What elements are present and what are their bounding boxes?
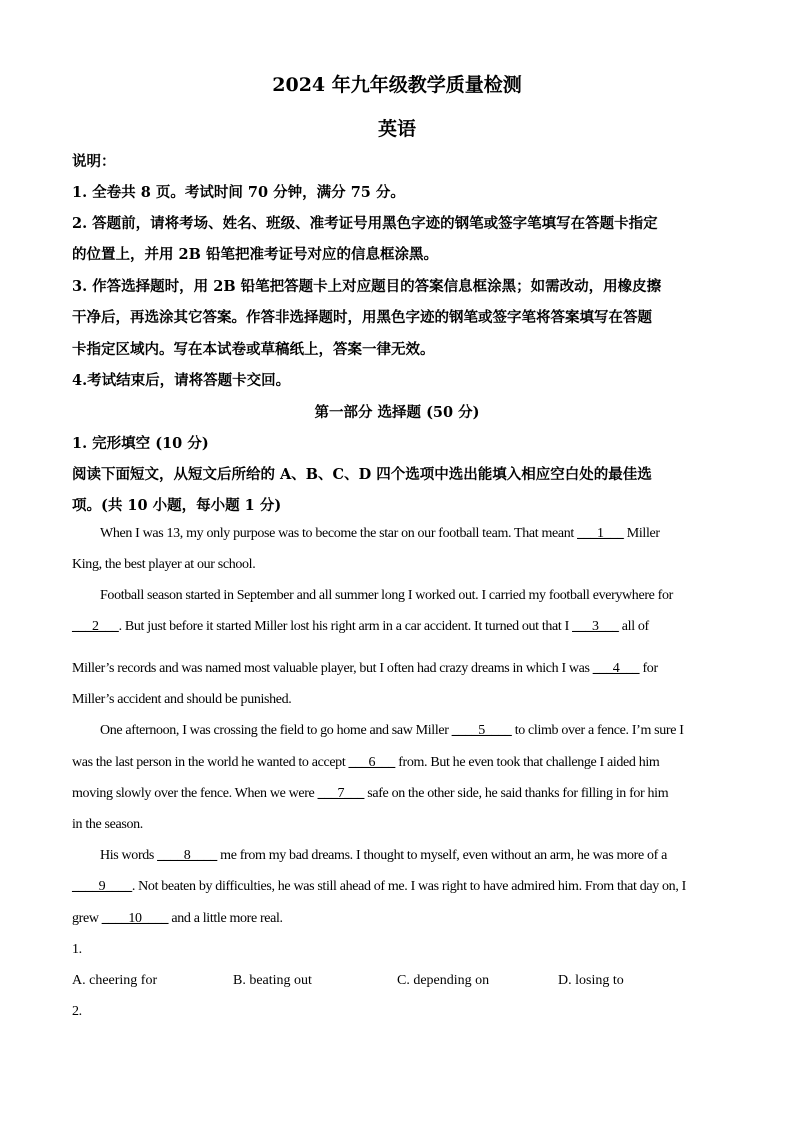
instruction-2b: 的位置上，并用 2B 铅笔把准考证号对应的信息框涂黑。 bbox=[72, 246, 438, 263]
passage-line: Miller’s accident and should be punished. bbox=[72, 692, 292, 707]
passage-line: One afternoon, I was crossing the field to go home and saw Miller ____5____ to climb over a fence. I’m sure I bbox=[100, 723, 684, 738]
instruction-3a: 3. 作答选择题时，用 2B 铅笔把答题卡上对应题目的答案信息框涂黑；如需改动，用橡皮擦 bbox=[72, 278, 662, 295]
directions-line-2: 项。(共 10 小题，每小题 1 分) bbox=[72, 497, 282, 514]
passage-line: Football season started in September and all summer long I worked out. I carried my football everywhere for bbox=[100, 588, 673, 603]
instruction-2a: 2. 答题前，请将考场、姓名、班级、准考证号用黑色字迹的钢笔或签字笔填写在答题卡指定 bbox=[72, 215, 658, 232]
blank-9: ____9____ bbox=[72, 879, 132, 894]
passage-line: in the season. bbox=[72, 817, 143, 832]
instruction-3b: 干净后，再选涂其它答案。作答非选择题时，用黑色字迹的钢笔或签字笔将答案填写在答题 bbox=[72, 309, 652, 326]
option-b[interactable]: B. beating out bbox=[233, 973, 312, 988]
instruction-4: 4.考试结束后，请将答题卡交回。 bbox=[72, 372, 291, 389]
question-number: 2. bbox=[72, 1004, 82, 1019]
question-number: 1. bbox=[72, 942, 82, 957]
blank-4: ___4___ bbox=[592, 661, 640, 676]
subject-title: 英语 bbox=[377, 118, 416, 140]
blank-1: ___1___ bbox=[577, 526, 624, 541]
question-section-title: 1. 完形填空 (10 分) bbox=[72, 435, 209, 452]
blank-10: ____10____ bbox=[101, 911, 169, 926]
option-a[interactable]: A. cheering for bbox=[72, 973, 158, 988]
passage-line: Miller’s records and was named most valuable player, but I often had crazy dreams in which I was ___4___ for bbox=[72, 661, 658, 676]
passage-line: was the last person in the world he wanted to accept ___6___ from. But he even took that challenge I aided him bbox=[72, 755, 660, 770]
passage-line: His words ____8____ me from my bad dreams. I thought to myself, even without an arm, he was more of a bbox=[100, 848, 667, 863]
option-c[interactable]: C. depending on bbox=[397, 973, 490, 988]
passage-line: ____9____. Not beaten by difficulties, he was still ahead of me. I was right to have admired him. From that day on, I bbox=[72, 879, 686, 894]
passage-line: When I was 13, my only purpose was to become the star on our football team. That meant ___1___ Miller bbox=[100, 526, 660, 541]
passage-line: King, the best player at our school. bbox=[72, 557, 256, 572]
passage-line: moving slowly over the fence. When we were ___7___ safe on the other side, he said thanks for filling in for him bbox=[72, 786, 669, 801]
directions-line-1: 阅读下面短文，从短文后所给的 A、B、C、D 四个选项中选出能填入相应空白处的最佳选 bbox=[72, 466, 652, 483]
blank-5: ____5____ bbox=[451, 723, 512, 738]
part-title: 第一部分 选择题 (50 分) bbox=[314, 404, 480, 421]
blank-3: ___3___ bbox=[572, 619, 619, 634]
instructions-heading: 说明： bbox=[72, 153, 116, 170]
blank-8: ____8____ bbox=[157, 848, 218, 863]
blank-2: ___2___ bbox=[72, 619, 119, 634]
instruction-1: 1. 全卷共 8 页。考试时间 70 分钟，满分 75 分。 bbox=[72, 184, 405, 201]
passage-line: ___2___. But just before it started Miller lost his right arm in a car accident. It turned out that I ___3___ all of bbox=[72, 619, 649, 634]
passage-line: grew ____10____ and a little more real. bbox=[72, 911, 283, 926]
blank-6: ___6___ bbox=[348, 755, 396, 770]
option-d[interactable]: D. losing to bbox=[558, 973, 624, 988]
blank-7: ___7___ bbox=[317, 786, 365, 801]
instruction-3c: 卡指定区域内。写在本试卷或草稿纸上，答案一律无效。 bbox=[72, 341, 435, 358]
exam-title: 2024 年九年级教学质量检测 bbox=[272, 74, 522, 96]
